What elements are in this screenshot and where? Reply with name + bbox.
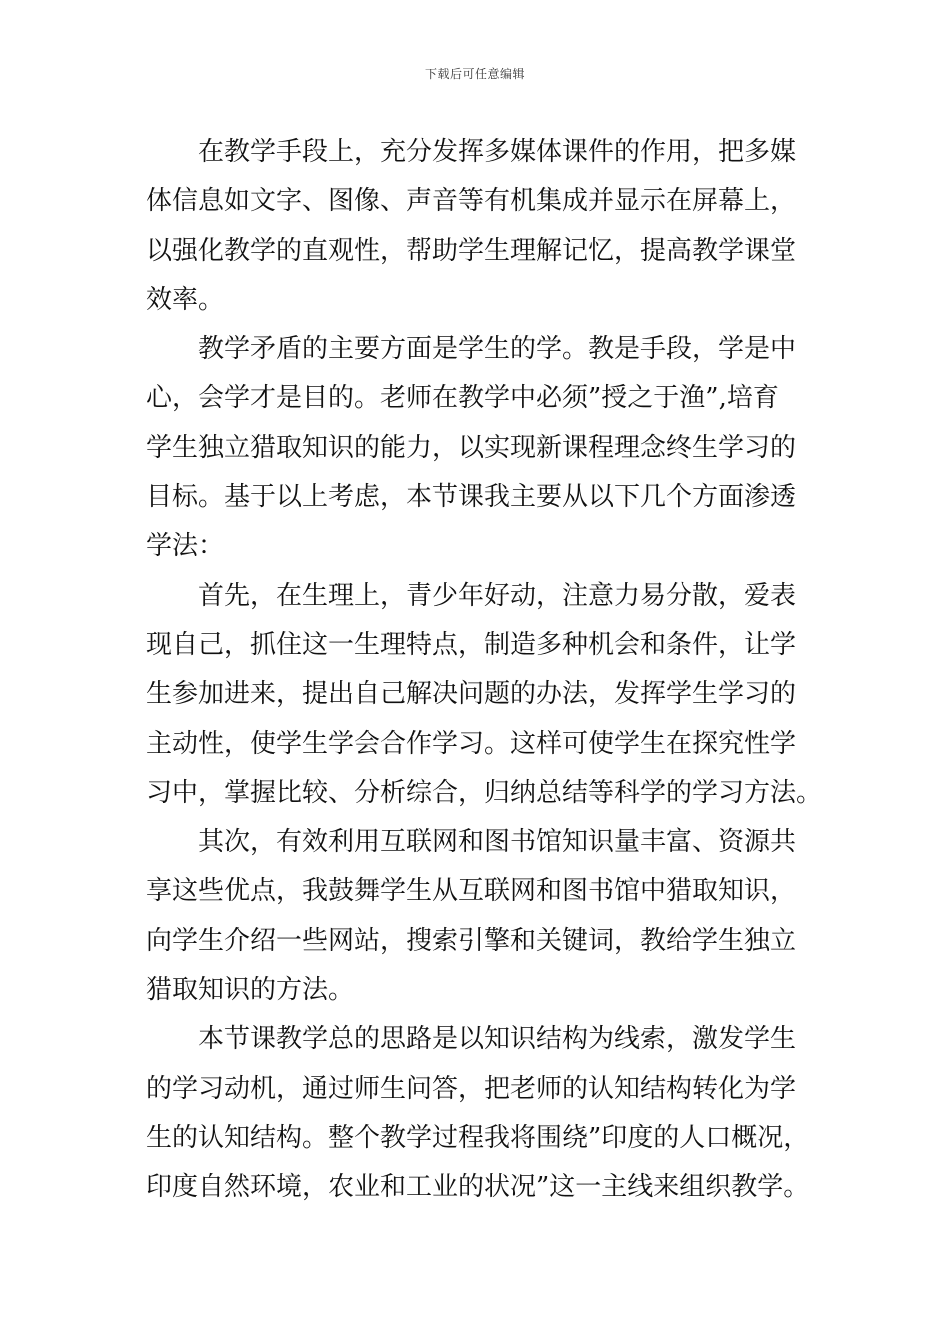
text-line: 本节课教学总的思路是以知识结构为线索，激发学生 — [198, 1024, 797, 1055]
text-line: 印度自然环境，农业和工业的状况”这一主线来组织教学。 — [146, 1172, 810, 1203]
text-line: 其次，有效利用互联网和图书馆知识量丰富、资源共 — [198, 827, 797, 858]
text-line: 体信息如文字、图像、声音等有机集成并显示在屏幕上， — [146, 186, 797, 217]
text-line: 享这些优点，我鼓舞学生从互联网和图书馆中猎取知识， — [146, 876, 797, 907]
text-line: 在教学手段上，充分发挥多媒体课件的作用，把多媒 — [198, 137, 797, 167]
paragraph-teaching-means — [146, 128, 811, 325]
text-line: 心，会学才是目的。老师在教学中必须”授之于渔”,培育 — [146, 383, 779, 414]
text-line: 学生独立猎取知识的能力，以实现新课程理念终生学习的 — [146, 432, 797, 463]
document-body — [146, 128, 823, 1213]
text-line: 习中，掌握比较、分析综合，归纳总结等科学的学习方法。 — [146, 777, 823, 808]
text-line: 以强化教学的直观性，帮助学生理解记忆，提高教学课堂 — [146, 235, 797, 266]
text-line: 生参加进来，提出自己解决问题的办法，发挥学生学习的 — [146, 679, 797, 710]
paragraph-overall-approach — [146, 1015, 811, 1212]
page-header: 下载后可任意编辑 — [424, 67, 525, 81]
text-line: 首先，在生理上，青少年好动，注意力易分散，爱表 — [198, 580, 797, 611]
text-line: 的学习动机，通过师生问答，把老师的认知结构转化为学 — [146, 1073, 797, 1104]
text-line: 效率。 — [146, 284, 225, 315]
paragraph-learning-method — [146, 325, 811, 571]
text-line: 现自己，抓住这一生理特点，制造多种机会和条件，让学 — [146, 629, 797, 660]
text-line: 主动性，使学生学会合作学习。这样可使学生在探究性学 — [146, 728, 797, 759]
paragraph-second — [146, 818, 811, 1015]
text-line: 学法： — [146, 531, 225, 562]
text-line: 生的认知结构。整个教学过程我将围绕”印度的人口概况， — [146, 1122, 810, 1153]
text-line: 向学生介绍一些网站，搜索引擎和关键词，教给学生独立 — [146, 925, 797, 956]
paragraph-first — [146, 572, 823, 818]
text-line: 目标。基于以上考虑，本节课我主要从以下几个方面渗透 — [146, 482, 797, 513]
text-line: 猎取知识的方法。 — [146, 975, 355, 1006]
text-line: 教学矛盾的主要方面是学生的学。教是手段，学是中 — [198, 334, 797, 365]
